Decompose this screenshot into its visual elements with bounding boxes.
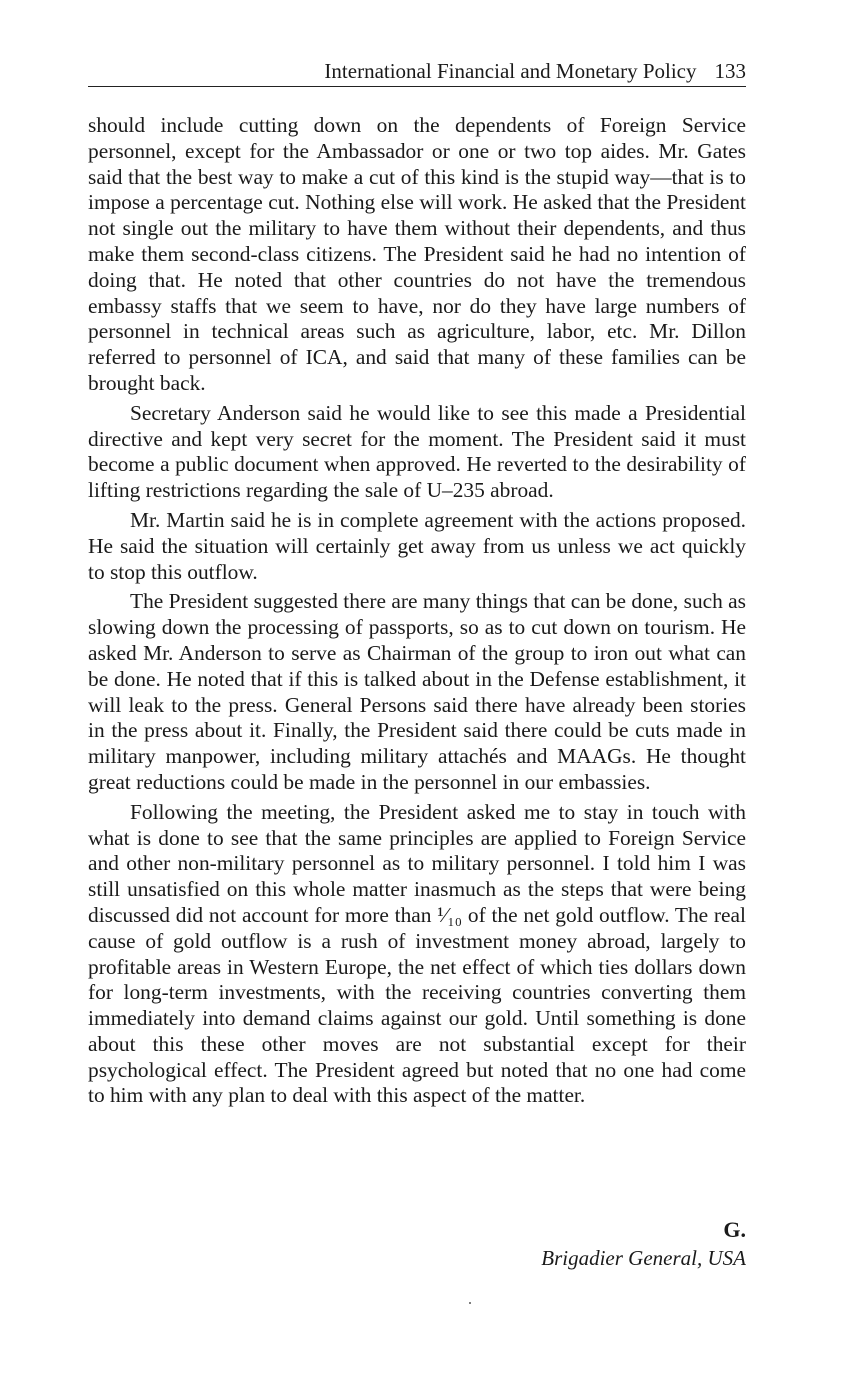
running-header [88,58,746,87]
paragraph: should include cutting down on the dependents of Foreign Service personnel, except for the Ambassador or one or two top aides. Mr. Gates said that the best way to make a cut of this kind is the stupid way—that is to impose a percentage cut. Nothing else will work. He asked that the President not single out the military to have them without their dependents, and thus make them second-class citizens. The President said he had no intention of doing that. He noted that other countries do not have the tremendous embassy staffs that we seem to have, nor do they have large numbers of personnel in technical areas such as agriculture, labor, etc. Mr. Dillon referred to personnel of ICA, and said that many of these families can be brought back. [88,113,746,395]
signature-initial: G. [723,1217,746,1242]
page-speck [469,1302,471,1304]
paragraph: Mr. Martin said he is in complete agreement with the actions proposed. He said the situation will certainly get away from us unless we act quickly to stop this outflow. [88,507,746,584]
page-number: 133 [714,59,746,83]
body-text [88,113,746,1113]
paragraph: The President suggested there are many things that can be done, such as slowing down the processing of passports, so as to cut down on tourism. He asked Mr. Anderson to serve as Chairman of the group to iron out what can be done. He noted that if this is talked about in the Defense establishment, it will leak to the press. General Persons said there have already been stories in the press about it. Finally, the President said there could be cuts made in military manpower, including military attachés and MAAGs. He thought great reductions could be made in the personnel in our embassies. [88,589,746,794]
header-title: International Financial and Monetary Policy [324,59,697,83]
signature-block [541,1216,746,1272]
signature-title: Brigadier General, USA [541,1246,746,1270]
paragraph: Following the meeting, the President asked me to stay in touch with what is done to see that the same principles are applied to Foreign Service and other non-military personnel as to military personnel. I told him I was still unsatisfied on this whole matter inasmuch as the steps that were being discussed did not account for more than ¹⁄₁₀ of the net gold outflow. The real cause of gold outflow is a rush of investment money abroad, largely to profitable areas in Western Europe, the net effect of which ties dollars down for long-term investments, with the receiving countries converting them immediately into demand claims against our gold. Until something is done about this these other moves are not substantial except for their psychological effect. The President agreed but noted that no one had come to him with any plan to deal with this aspect of the matter. [88,799,746,1108]
paragraph: Secretary Anderson said he would like to see this made a Presidential directive and kept very secret for the moment. The President said it must become a public document when approved. He reverted to the desirability of lifting restrictions regarding the sale of U–235 abroad. [88,400,746,503]
